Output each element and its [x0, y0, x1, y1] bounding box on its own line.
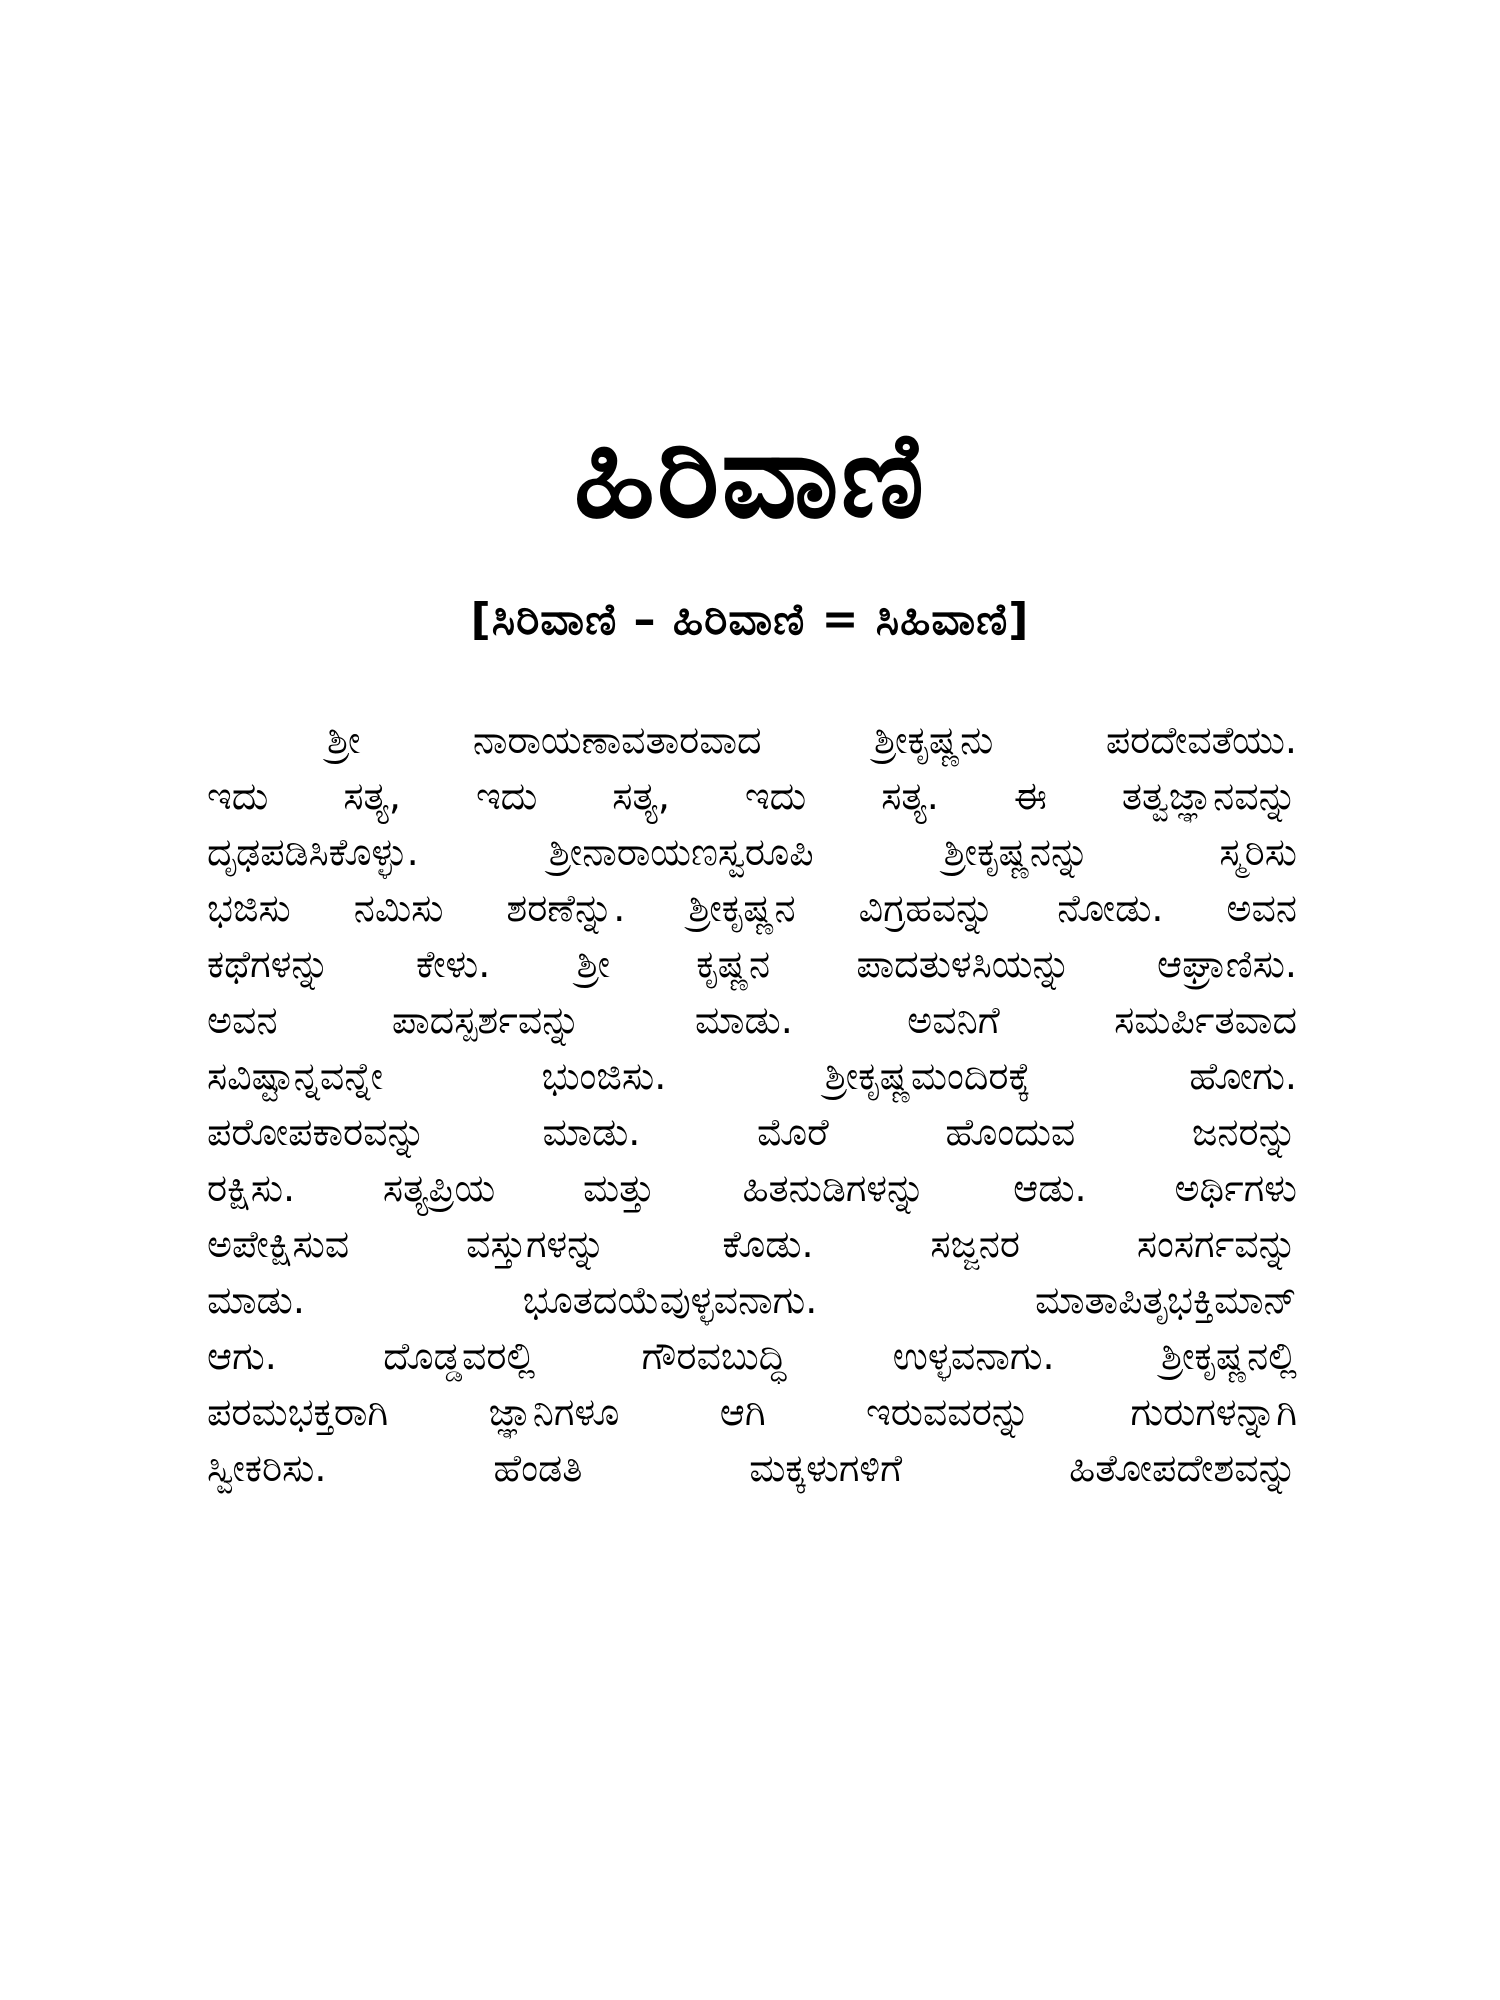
paragraph-line: ಆಗು. ದೊಡ್ಡವರಲ್ಲಿ ಗೌರವಬುದ್ಧಿ ಉಳ್ಳವನಾಗು. ಶ್ರೀಕೃಷ್ಣನಲ್ಲಿ: [207, 1334, 1297, 1378]
page-title: ಹಿರಿವಾಣಿ: [573, 406, 927, 544]
paragraph-line: ಪರೋಪಕಾರವನ್ನು ಮಾಡು. ಮೊರೆ ಹೊಂದುವ ಜನರನ್ನು: [207, 1110, 1297, 1154]
paragraph-line: ಶ್ರೀ ನಾರಾಯಣಾವತಾರವಾದ ಶ್ರೀಕೃಷ್ಣನು ಪರದೇವತೆಯು.: [327, 718, 1297, 762]
paragraph-line: ಅವನ ಪಾದಸ್ಪರ್ಶವನ್ನು ಮಾಡು. ಅವನಿಗೆ ಸಮರ್ಪಿತವಾದ: [207, 998, 1297, 1042]
paragraph-line: ಇದು ಸತ್ಯ, ಇದು ಸತ್ಯ, ಇದು ಸತ್ಯ. ಈ ತತ್ವಜ್ಞಾನವನ್ನು: [207, 774, 1297, 818]
paragraph-line: ಪರಮಭಕ್ತರಾಗಿ ಜ್ಞಾನಿಗಳೂ ಆಗಿ ಇರುವವರನ್ನು ಗುರುಗಳನ್ನಾಗಿ: [207, 1390, 1297, 1434]
paragraph-line: ಭಜಿಸು ನಮಿಸು ಶರಣೆನ್ನು. ಶ್ರೀಕೃಷ್ಣನ ವಿಗ್ರಹವನ್ನು ನೋಡು. ಅವನ: [207, 886, 1297, 930]
paragraph-line: ಸವಿಷ್ಟಾನ್ನವನ್ನೇ ಭುಂಜಿಸು. ಶ್ರೀಕೃಷ್ಣಮಂದಿರಕ್ಕೆ ಹೋಗು.: [207, 1054, 1297, 1098]
paragraph-line: ಅಪೇಕ್ಷಿಸುವ ವಸ್ತುಗಳನ್ನು ಕೊಡು. ಸಜ್ಜನರ ಸಂಸರ್ಗವನ್ನು: [207, 1222, 1297, 1266]
page-subtitle: [ಸಿರಿವಾಣಿ – ಹಿರಿವಾಣಿ = ಸಿಹಿವಾಣಿ]: [470, 594, 1030, 645]
body-paragraph: [207, 712, 1297, 1496]
paragraph-line: ಸ್ವೀಕರಿಸು. ಹೆಂಡತಿ ಮಕ್ಕಳುಗಳಿಗೆ ಹಿತೋಪದೇಶವನ್ನು: [207, 1446, 1297, 1490]
paragraph-line: ಮಾಡು. ಭೂತದಯೆವುಳ್ಳವನಾಗು. ಮಾತಾಪಿತೃಭಕ್ತಿಮಾನ್: [207, 1278, 1297, 1322]
paragraph-line: ಕಥೆಗಳನ್ನು ಕೇಳು. ಶ್ರೀ ಕೃಷ್ಣನ ಪಾದತುಳಸಿಯನ್ನು ಆಘ್ರಾಣಿಸು.: [207, 942, 1297, 986]
paragraph-line: ರಕ್ಷಿಸು. ಸತ್ಯಪ್ರಿಯ ಮತ್ತು ಹಿತನುಡಿಗಳನ್ನು ಆಡು. ಅರ್ಥಿಗಳು: [207, 1166, 1297, 1210]
paragraph-line: ದೃಢಪಡಿಸಿಕೊಳ್ಳು. ಶ್ರೀನಾರಾಯಣಸ್ವರೂಪಿ ಶ್ರೀಕೃಷ್ಣನನ್ನು ಸ್ಮರಿಸು: [207, 830, 1297, 874]
